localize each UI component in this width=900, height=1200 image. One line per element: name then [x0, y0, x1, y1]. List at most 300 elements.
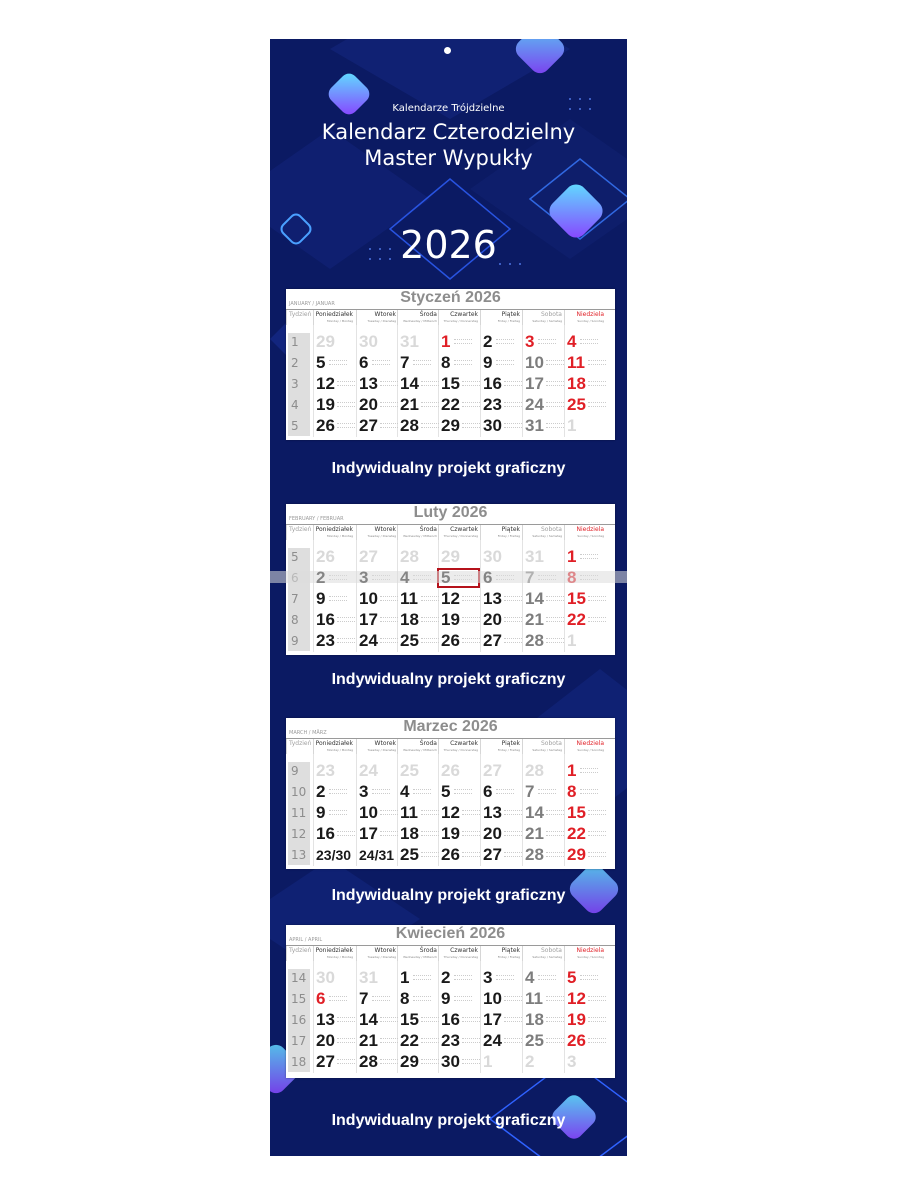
- weekday-name: Czwartek: [450, 740, 478, 747]
- day-cell[interactable]: 18: [400, 610, 419, 629]
- weekday-name: Tydzień: [289, 526, 312, 533]
- nameday-text: [504, 831, 522, 838]
- day-cell[interactable]: 27: [359, 547, 378, 566]
- calendar-title: [270, 119, 627, 171]
- weekday-subname: Thursday / Donnerstag: [443, 748, 478, 752]
- week-number: 5: [291, 550, 299, 564]
- day-cell[interactable]: 23: [316, 761, 335, 780]
- column-divider: [356, 325, 357, 437]
- day-cell[interactable]: 6: [316, 989, 326, 1008]
- day-cell[interactable]: 2: [316, 782, 326, 801]
- day-cell[interactable]: 19: [567, 1010, 586, 1029]
- day-cell[interactable]: 1: [567, 547, 577, 566]
- column-divider: [356, 961, 357, 1073]
- weekday-header-cell: [313, 946, 355, 961]
- day-cell[interactable]: 15: [567, 589, 586, 608]
- day-cell[interactable]: 10: [359, 589, 378, 608]
- nameday-text: [329, 360, 347, 367]
- day-cell[interactable]: 19: [316, 395, 335, 414]
- nameday-text: [337, 402, 355, 409]
- day-cell[interactable]: 23: [316, 631, 335, 650]
- column-divider: [480, 961, 481, 1073]
- day-cell[interactable]: 20: [316, 1031, 335, 1050]
- weekday-name: Czwartek: [450, 311, 478, 318]
- day-cell[interactable]: 5: [316, 353, 326, 372]
- weekday-header-cell: [438, 525, 480, 540]
- nameday-text: [588, 617, 606, 624]
- day-cell[interactable]: 6: [483, 782, 493, 801]
- tagline-4: Indywidualny projekt graficzny: [331, 1112, 566, 1129]
- weekday-subname: Wednesday / Mittwoch: [403, 319, 437, 323]
- weekday-subname: Wednesday / Mittwoch: [403, 748, 437, 752]
- weekday-subname: Thursday / Donnerstag: [443, 955, 478, 959]
- day-cell[interactable]: 29: [400, 1052, 419, 1071]
- nameday-text: [421, 1038, 439, 1045]
- day-cell[interactable]: 29: [441, 416, 460, 435]
- day-cell[interactable]: 4: [525, 968, 535, 987]
- nameday-text: [504, 1038, 522, 1045]
- day-cell[interactable]: 30: [441, 1052, 460, 1071]
- day-cell[interactable]: 31: [525, 547, 544, 566]
- nameday-text: [546, 831, 564, 838]
- day-cell[interactable]: 21: [400, 395, 419, 414]
- nameday-text: [380, 638, 398, 645]
- nameday-text: [462, 638, 480, 645]
- nameday-text: [462, 831, 480, 838]
- day-cell[interactable]: 9: [316, 803, 326, 822]
- nameday-text: [372, 996, 390, 1003]
- year-label: 2026: [400, 223, 497, 267]
- day-cell[interactable]: 23: [441, 1031, 460, 1050]
- nameday-text: [546, 852, 564, 859]
- nameday-text: [462, 1059, 480, 1066]
- day-cell[interactable]: 2: [525, 1052, 535, 1071]
- weekday-header-cell: [438, 739, 480, 754]
- nameday-text: [588, 810, 606, 817]
- weekday-name: Wtorek: [374, 947, 396, 954]
- day-cell[interactable]: 19: [441, 824, 460, 843]
- day-cell[interactable]: 24: [359, 631, 378, 650]
- day-cell[interactable]: 27: [483, 631, 502, 650]
- nameday-text: [588, 360, 606, 367]
- nameday-text: [546, 810, 564, 817]
- day-cell[interactable]: 21: [359, 1031, 378, 1050]
- nameday-text: [337, 831, 355, 838]
- day-cell[interactable]: 31: [400, 332, 419, 351]
- weekday-subname: Wednesday / Mittwoch: [403, 534, 437, 538]
- day-cell[interactable]: 3: [567, 1052, 577, 1071]
- week-number: 13: [291, 848, 307, 862]
- day-cell[interactable]: 24: [483, 1031, 502, 1050]
- day-cell[interactable]: 16: [483, 374, 502, 393]
- weekday-header-cell: [522, 946, 564, 961]
- day-cell[interactable]: 31: [359, 968, 378, 987]
- weekday-subname: Saturday / Samstag: [532, 534, 562, 538]
- weekday-header-cell: [397, 310, 439, 325]
- nameday-text: [380, 423, 398, 430]
- day-cell[interactable]: 17: [525, 374, 544, 393]
- nameday-text: [413, 996, 431, 1003]
- day-cell[interactable]: 14: [525, 589, 544, 608]
- day-cell[interactable]: 12: [316, 374, 335, 393]
- day-cell[interactable]: 11: [400, 803, 418, 822]
- day-cell[interactable]: 1: [483, 1052, 493, 1071]
- weekday-name: Środa: [419, 526, 437, 533]
- day-cell[interactable]: 2: [483, 332, 493, 351]
- day-cell[interactable]: 9: [441, 989, 451, 1008]
- day-cell[interactable]: 25: [400, 845, 419, 864]
- weekday-header: [286, 738, 615, 754]
- day-cell[interactable]: 1: [567, 416, 577, 435]
- weekday-subname: Friday / Freitag: [497, 534, 520, 538]
- weekday-header-cell: [522, 310, 564, 325]
- day-cell[interactable]: 12: [441, 589, 460, 608]
- day-cell[interactable]: 25: [400, 761, 419, 780]
- nameday-text: [462, 810, 480, 817]
- day-cell[interactable]: 1: [567, 631, 577, 650]
- day-cell[interactable]: 26: [441, 761, 460, 780]
- day-cell[interactable]: 28: [359, 1052, 378, 1071]
- day-cell[interactable]: 28: [525, 631, 544, 650]
- calendar-subtitle: Kalendarze Trójdzielne: [392, 103, 505, 114]
- calendar-title-line2: Master Wypukły: [364, 146, 533, 170]
- month-title: Luty 2026: [413, 504, 488, 521]
- weekday-subname: Sunday / Sonntag: [577, 534, 604, 538]
- week-number: 17: [291, 1034, 307, 1048]
- day-cell[interactable]: 30: [483, 547, 502, 566]
- column-divider: [313, 540, 314, 652]
- nameday-text: [462, 596, 480, 603]
- weekday-header-cell: [286, 946, 312, 961]
- weekday-subname: Saturday / Samstag: [532, 748, 562, 752]
- nameday-text: [380, 381, 398, 388]
- day-cell[interactable]: 15: [400, 1010, 419, 1029]
- nameday-text: [337, 617, 355, 624]
- day-cell[interactable]: 30: [483, 416, 502, 435]
- day-cell[interactable]: 22: [400, 1031, 419, 1050]
- nameday-text: [538, 339, 556, 346]
- nameday-text: [496, 789, 514, 796]
- column-divider: [356, 754, 357, 866]
- day-cell[interactable]: 13: [483, 589, 502, 608]
- weekday-subname: Sunday / Sonntag: [577, 748, 604, 752]
- day-cell[interactable]: 30: [359, 332, 378, 351]
- day-cell[interactable]: 24/31: [359, 847, 395, 863]
- nameday-text: [421, 617, 439, 624]
- weekday-subname: Tuesday / Dienstag: [367, 534, 396, 538]
- day-cell[interactable]: 10: [525, 353, 544, 372]
- weekday-subname: Thursday / Donnerstag: [443, 319, 478, 323]
- weekday-header-cell: [480, 946, 522, 961]
- weekday-header-cell: [564, 946, 606, 961]
- day-cell[interactable]: 13: [316, 1010, 335, 1029]
- nameday-text: [337, 638, 355, 645]
- weekday-name: Środa: [419, 740, 437, 747]
- day-cell[interactable]: 18: [567, 374, 586, 393]
- nameday-text: [380, 831, 398, 838]
- weekday-header-cell: [564, 739, 606, 754]
- tagline-3: Indywidualny projekt graficzny: [331, 887, 566, 904]
- nameday-text: [421, 638, 439, 645]
- nameday-text: [504, 810, 522, 817]
- day-cell[interactable]: 22: [441, 395, 460, 414]
- day-cell[interactable]: 28: [525, 845, 544, 864]
- day-cell[interactable]: 12: [441, 803, 460, 822]
- column-divider: [522, 754, 523, 866]
- nameday-text: [462, 852, 480, 859]
- day-cell[interactable]: 1: [400, 968, 410, 987]
- nameday-text: [546, 596, 564, 603]
- nameday-text: [546, 638, 564, 645]
- day-cell[interactable]: 28: [400, 547, 419, 566]
- day-cell[interactable]: 27: [316, 1052, 335, 1071]
- weekday-name: Poniedziałek: [315, 740, 353, 747]
- day-cell[interactable]: 19: [441, 610, 460, 629]
- column-divider: [356, 540, 357, 652]
- day-cell[interactable]: 8: [441, 353, 451, 372]
- day-cell[interactable]: 14: [525, 803, 544, 822]
- day-cell[interactable]: 26: [316, 547, 335, 566]
- weekday-header-cell: [356, 946, 398, 961]
- day-cell[interactable]: 21: [525, 610, 544, 629]
- day-cell[interactable]: 18: [400, 824, 419, 843]
- weekday-header-cell: [480, 525, 522, 540]
- weekday-name: Sobota: [541, 311, 562, 318]
- nameday-text: [504, 996, 522, 1003]
- week-number: 18: [291, 1055, 307, 1069]
- weekday-name: Niedziela: [576, 740, 604, 747]
- nameday-text: [337, 1059, 355, 1066]
- nameday-text: [380, 1059, 398, 1066]
- month-subtitle: MARCH / MÄRZ: [289, 730, 327, 736]
- nameday-text: [504, 402, 522, 409]
- column-divider: [480, 325, 481, 437]
- nameday-text: [546, 617, 564, 624]
- day-cell[interactable]: 26: [567, 1031, 586, 1050]
- calendar-title-line1: Kalendarz Czterodzielny: [321, 120, 576, 144]
- nameday-text: [380, 596, 398, 603]
- day-cell[interactable]: 23/30: [316, 847, 352, 863]
- nameday-text: [421, 831, 439, 838]
- day-cell[interactable]: 23: [483, 395, 502, 414]
- day-cell[interactable]: 11: [400, 589, 418, 608]
- month-subtitle: FEBRUARY / FEBRUAR: [289, 516, 344, 522]
- day-cell[interactable]: 27: [483, 845, 502, 864]
- column-divider: [522, 325, 523, 437]
- tagline-1: Indywidualny projekt graficzny: [331, 460, 566, 477]
- day-cell[interactable]: 28: [525, 761, 544, 780]
- nameday-text: [454, 975, 472, 982]
- day-cell[interactable]: 3: [525, 332, 535, 351]
- day-cell[interactable]: 14: [400, 374, 419, 393]
- weekday-subname: Monday / Montag: [326, 955, 353, 959]
- weekday-header: [286, 309, 615, 325]
- day-cell[interactable]: 16: [316, 610, 335, 629]
- weekday-name: Poniedziałek: [315, 526, 353, 533]
- day-cell[interactable]: 7: [400, 353, 410, 372]
- nameday-text: [421, 402, 439, 409]
- day-cell[interactable]: 11: [567, 353, 585, 372]
- day-cell[interactable]: 18: [525, 1010, 544, 1029]
- weekday-header-cell: [356, 739, 398, 754]
- column-divider: [564, 754, 565, 866]
- nameday-text: [588, 596, 606, 603]
- day-cell[interactable]: 3: [483, 968, 493, 987]
- day-cell[interactable]: 20: [483, 610, 502, 629]
- weekday-name: Poniedziałek: [315, 947, 353, 954]
- weekday-name: Tydzień: [289, 311, 312, 318]
- nameday-text: [588, 381, 606, 388]
- weekday-name: Sobota: [541, 526, 562, 533]
- weekday-name: Niedziela: [576, 947, 604, 954]
- day-cell[interactable]: 10: [483, 989, 502, 1008]
- weekday-header-cell: [286, 525, 312, 540]
- day-cell[interactable]: 1: [567, 761, 577, 780]
- day-cell[interactable]: 25: [400, 631, 419, 650]
- weekday-name: Piątek: [501, 740, 520, 747]
- day-cell[interactable]: 20: [483, 824, 502, 843]
- day-cell[interactable]: 9: [316, 589, 326, 608]
- nameday-text: [496, 975, 514, 982]
- weekday-name: Wtorek: [374, 526, 396, 533]
- day-cell[interactable]: 31: [525, 416, 544, 435]
- day-cell[interactable]: 15: [441, 374, 460, 393]
- day-cell[interactable]: 7: [525, 782, 535, 801]
- nameday-text: [496, 360, 514, 367]
- nameday-text: [546, 996, 564, 1003]
- weekday-subname: Thursday / Donnerstag: [443, 534, 478, 538]
- day-cell[interactable]: 22: [567, 610, 586, 629]
- day-cell[interactable]: 26: [316, 416, 335, 435]
- week-number: 3: [291, 377, 299, 391]
- nameday-text: [454, 996, 472, 1003]
- day-cell[interactable]: 7: [359, 989, 369, 1008]
- weekday-name: Sobota: [541, 947, 562, 954]
- day-cell[interactable]: 16: [441, 1010, 460, 1029]
- weekday-header-cell: [356, 310, 398, 325]
- day-cell[interactable]: 30: [316, 968, 335, 987]
- day-cell[interactable]: 13: [483, 803, 502, 822]
- day-cell[interactable]: 20: [359, 395, 378, 414]
- nameday-text: [496, 339, 514, 346]
- day-cell[interactable]: 27: [359, 416, 378, 435]
- nameday-text: [413, 975, 431, 982]
- day-cell[interactable]: 27: [483, 761, 502, 780]
- week-number: 16: [291, 1013, 307, 1027]
- weekday-name: Sobota: [541, 740, 562, 747]
- weekday-subname: Wednesday / Mittwoch: [403, 955, 437, 959]
- day-cell[interactable]: 17: [359, 824, 378, 843]
- day-cell[interactable]: 24: [525, 395, 544, 414]
- weekday-name: Piątek: [501, 947, 520, 954]
- column-divider: [522, 540, 523, 652]
- day-cell[interactable]: 11: [525, 989, 543, 1008]
- nameday-text: [538, 975, 556, 982]
- day-cell[interactable]: 21: [525, 824, 544, 843]
- day-cell[interactable]: 17: [483, 1010, 502, 1029]
- day-cell[interactable]: 13: [359, 374, 378, 393]
- nameday-text: [454, 339, 472, 346]
- day-cell[interactable]: 10: [359, 803, 378, 822]
- day-cell[interactable]: 22: [567, 824, 586, 843]
- column-divider: [480, 754, 481, 866]
- nameday-text: [588, 852, 606, 859]
- day-cell[interactable]: 17: [359, 610, 378, 629]
- day-cell[interactable]: 3: [359, 782, 369, 801]
- nameday-text: [504, 596, 522, 603]
- nameday-text: [413, 789, 431, 796]
- nameday-text: [329, 596, 347, 603]
- weekday-header-cell: [480, 310, 522, 325]
- day-cell[interactable]: 29: [567, 845, 586, 864]
- weekday-subname: Friday / Freitag: [497, 748, 520, 752]
- day-cell[interactable]: 4: [567, 332, 577, 351]
- day-cell[interactable]: 9: [483, 353, 493, 372]
- nameday-text: [538, 789, 556, 796]
- day-cell[interactable]: 29: [441, 547, 460, 566]
- nameday-text: [462, 381, 480, 388]
- day-cell[interactable]: 15: [567, 803, 586, 822]
- day-cell[interactable]: 26: [441, 845, 460, 864]
- day-cell[interactable]: 4: [400, 782, 410, 801]
- day-cell[interactable]: 2: [441, 968, 451, 987]
- nameday-text: [421, 596, 439, 603]
- day-cell[interactable]: 25: [525, 1031, 544, 1050]
- day-cell[interactable]: 1: [441, 332, 451, 351]
- day-cell[interactable]: 5: [567, 968, 577, 987]
- column-divider: [564, 961, 565, 1073]
- column-divider: [480, 540, 481, 652]
- day-cell[interactable]: 24: [359, 761, 378, 780]
- weekday-name: Środa: [419, 947, 437, 954]
- weekday-name: Piątek: [501, 311, 520, 318]
- day-cell[interactable]: 6: [359, 353, 369, 372]
- weekday-header-cell: [438, 310, 480, 325]
- weekday-name: Czwartek: [450, 947, 478, 954]
- weekday-name: Tydzień: [289, 947, 312, 954]
- week-number: 11: [291, 806, 307, 820]
- day-cell[interactable]: 8: [400, 989, 410, 1008]
- weekday-name: Środa: [419, 311, 437, 318]
- month-title: Kwiecień 2026: [395, 925, 506, 942]
- day-cell[interactable]: 25: [567, 395, 586, 414]
- day-cell[interactable]: 14: [359, 1010, 378, 1029]
- day-cell[interactable]: 8: [567, 782, 577, 801]
- column-divider: [522, 961, 523, 1073]
- nameday-text: [329, 996, 347, 1003]
- day-cell[interactable]: 16: [316, 824, 335, 843]
- day-cell[interactable]: 29: [316, 332, 335, 351]
- nameday-text: [380, 1038, 398, 1045]
- weekday-subname: Monday / Montag: [326, 319, 353, 323]
- day-cell[interactable]: 12: [567, 989, 586, 1008]
- day-cell[interactable]: 28: [400, 416, 419, 435]
- day-cell[interactable]: 26: [441, 631, 460, 650]
- week-number: 4: [291, 398, 299, 412]
- date-slider-strip[interactable]: [270, 571, 627, 583]
- weekday-header-cell: [313, 739, 355, 754]
- weekday-subname: Tuesday / Dienstag: [367, 748, 396, 752]
- nameday-text: [580, 975, 598, 982]
- nameday-text: [504, 423, 522, 430]
- weekday-header-cell: [356, 525, 398, 540]
- column-divider: [564, 540, 565, 652]
- day-cell[interactable]: 5: [441, 782, 451, 801]
- nameday-text: [337, 1017, 355, 1024]
- weekday-name: Wtorek: [374, 740, 396, 747]
- nameday-text: [462, 423, 480, 430]
- nameday-text: [588, 1038, 606, 1045]
